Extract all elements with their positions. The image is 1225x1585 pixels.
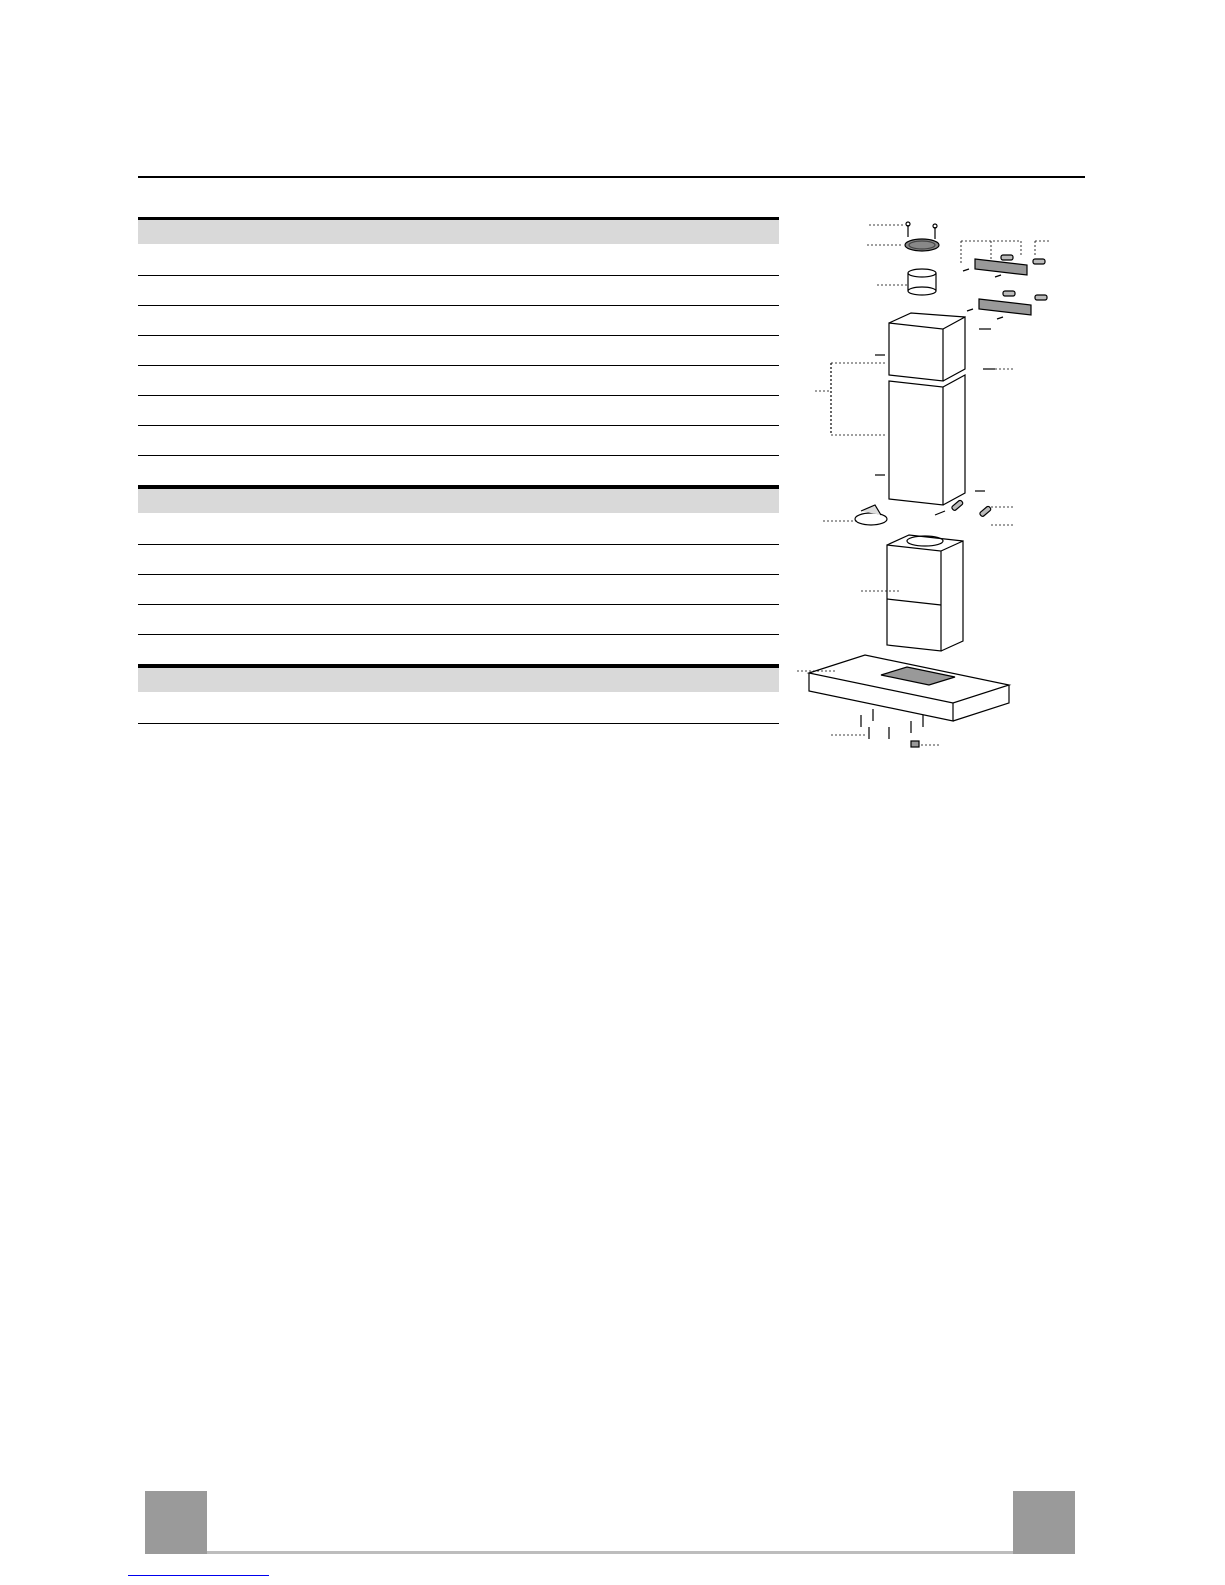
table-row [138, 276, 779, 306]
table-row [138, 426, 779, 456]
section-header [138, 217, 779, 244]
lower-chimney-icon [889, 375, 965, 505]
table-row [138, 306, 779, 336]
exploded-view-diagram [795, 215, 1095, 775]
header-rule [138, 176, 1085, 178]
table-row [138, 336, 779, 366]
table-row [138, 575, 779, 605]
table-row [138, 366, 779, 396]
section-2 [138, 486, 779, 665]
duct-collar-icon [908, 269, 936, 295]
table-row [138, 244, 779, 276]
section-3 [138, 665, 779, 724]
screw-icon [861, 709, 923, 739]
footer-link-underline[interactable] [128, 1575, 269, 1576]
bracket-icon [975, 259, 1031, 315]
footer-page-tab-left [145, 1491, 207, 1554]
screw-icon [906, 222, 937, 239]
section-header [138, 665, 779, 692]
grille-icon [905, 239, 939, 251]
section-1 [138, 217, 779, 486]
table-row [138, 456, 779, 486]
table-row [138, 513, 779, 545]
footer-rule [207, 1551, 1013, 1554]
upper-chimney-icon [889, 313, 965, 381]
section-header [138, 486, 779, 513]
motor-housing-icon [887, 535, 963, 651]
footer-page-tab-right [1013, 1491, 1075, 1554]
table-row [138, 396, 779, 426]
canopy-icon [809, 655, 1009, 721]
components-table [138, 217, 779, 724]
table-row [138, 545, 779, 575]
valve-icon [855, 505, 887, 525]
connector-icon [911, 741, 919, 747]
table-row [138, 605, 779, 635]
table-row [138, 635, 779, 665]
table-row [138, 692, 779, 724]
